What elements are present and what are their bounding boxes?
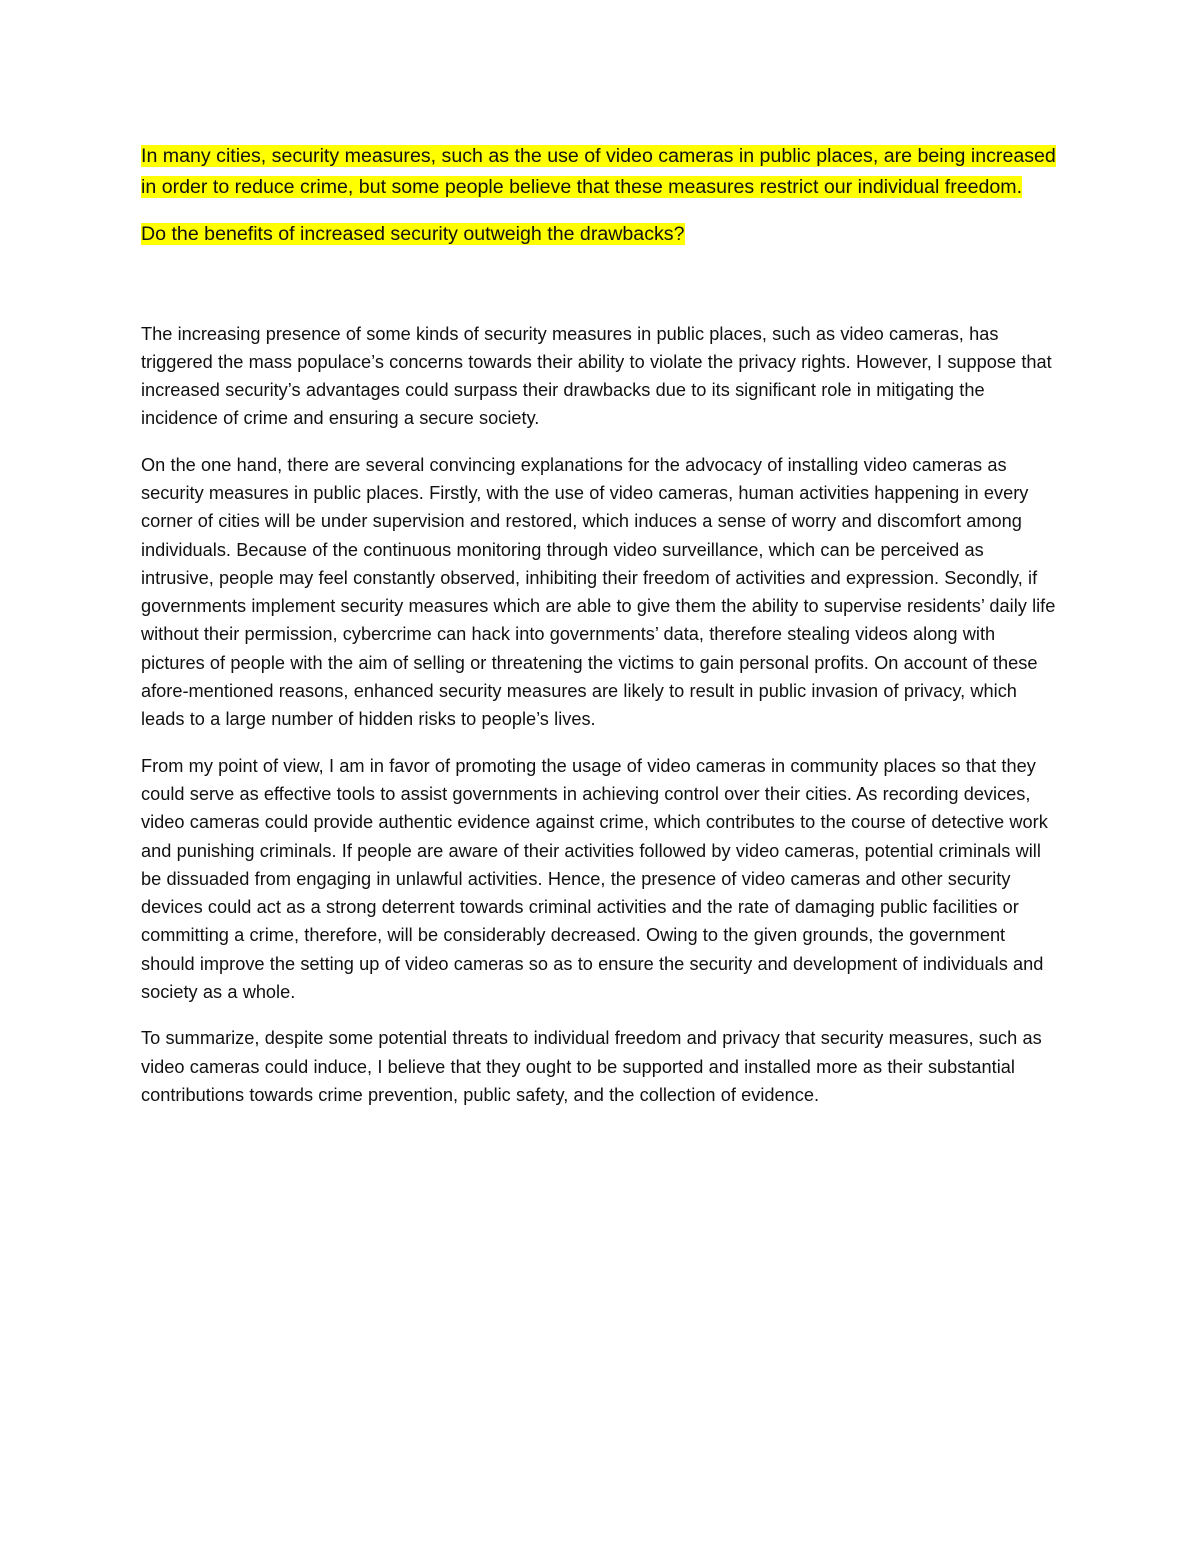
- essay-paragraph-drawbacks: On the one hand, there are several convincing explanations for the advocacy of installing video cameras as security measures in public places. Firstly, with the use of video cameras, human activities happening in every corner of cities will be under supervision and restored, which induces a sense of worry and discomfort among individuals. Because of the continuous monitoring through video surveillance, which can be perceived as intrusive, people may feel constantly observed, inhibiting their freedom of activities and expression. Secondly, if governments implement security measures which are able to give them the ability to supervise residents’ daily life without their permission, cybercrime can hack into governments’ data, therefore stealing videos along with pictures of people with the aim of selling or threatening the victims to gain personal profits. On account of these afore-mentioned reasons, enhanced security measures are likely to result in public invasion of privacy, which leads to a large number of hidden risks to people’s lives.: [141, 454, 1056, 730]
- essay-paragraph-benefits: From my point of view, I am in favor of promoting the usage of video cameras in community places so that they could serve as effective tools to assist governments in achieving control over their cities. As recording devices, video cameras could provide authentic evidence against crime, which contributes to the course of detective work and punishing criminals. If people are aware of their activities followed by video cameras, potential criminals will be dissuaded from engaging in unlawful activities. Hence, the presence of video cameras and other security devices could act as a strong deterrent towards criminal activities and the rate of damaging public facilities or committing a crime, therefore, will be considerably decreased. Owing to the given grounds, the government should improve the setting up of video cameras so as to ensure the security and development of individuals and society as a whole.: [141, 755, 1048, 1003]
- essay-question: [141, 219, 1059, 250]
- essay-prompt: [141, 141, 1059, 202]
- document-body: [141, 141, 1059, 1127]
- essay-text: [141, 320, 1059, 1110]
- essay-question-text: Do the benefits of increased security outweigh the drawbacks?: [141, 223, 685, 245]
- essay-paragraph-introduction: The increasing presence of some kinds of security measures in public places, such as video cameras, has triggered the mass populace’s concerns towards their ability to violate the privacy rights. However, I suppose that increased security’s advantages could surpass their drawbacks due to its significant role in mitigating the incidence of crime and ensuring a secure society.: [141, 323, 1052, 429]
- essay-prompt-text: In many cities, security measures, such as the use of video cameras in public places, are being increased in order to reduce crime, but some people believe that these measures restrict our individual freedom.: [141, 145, 1056, 198]
- essay-paragraph-conclusion: To summarize, despite some potential threats to individual freedom and privacy that security measures, such as video cameras could induce, I believe that they ought to be supported and installed more as their substantial contributions towards crime prevention, public safety, and the collection of evidence.: [141, 1028, 1042, 1105]
